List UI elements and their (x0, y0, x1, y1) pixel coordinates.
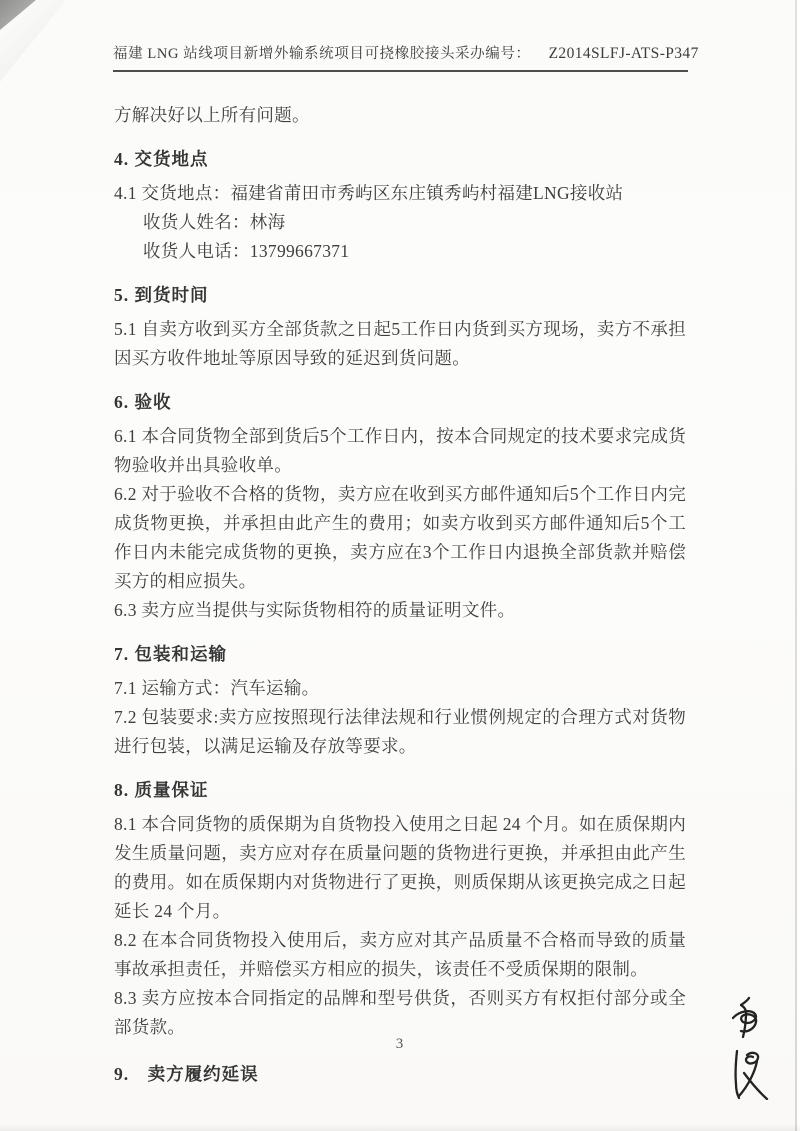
contract-body (114, 101, 686, 1094)
clause-6-2: 6.2 对于验收不合格的货物，卖方应在收到买方邮件通知后5个工作日内完成货物更换，并承担由此产生的费用；如卖方收到买方邮件通知后5个工作日内未能完成货物的更换，卖方应在3个工作日内退换全部货款并赔偿买方的相应损失。 (114, 484, 686, 591)
consignee-name-line: 收货人姓名：林海 (143, 212, 286, 232)
document-number-group (485, 42, 698, 63)
clause-6-1: 6.1 本合同货物全部到货后5个工作日内，按本合同规定的技术要求完成货物验收并出具验收单。 (114, 426, 686, 475)
page-bottom-shadow (0, 1123, 800, 1131)
page-number: 3 (395, 1036, 405, 1052)
section-4-heading: 4. 交货地点 (114, 149, 209, 169)
clause-3-continuation: 方解决好以上所有问题。 (114, 105, 310, 125)
section-9-heading: 9. 卖方履约延误 (114, 1064, 259, 1084)
clause-7-2: 7.2 包装要求:卖方应按照现行法律法规和行业惯例规定的合理方式对货物进行包装，以满足运输及存放等要求。 (114, 707, 686, 756)
document-number-label: 编号： (485, 46, 531, 62)
clause-6-3: 6.3 卖方应当提供与实际货物相符的质量证明文件。 (114, 600, 516, 620)
clause-8-1: 8.1 本合同货物的质保期为自货物投入使用之日起 24 个月。如在质保期内发生质量问题，卖方应对存在质量问题的货物进行更换，并承担由此产生的费用。如在质保期内对货物进行了更换，则质保期从该更换完成之日起延长 24 个月。 (114, 814, 686, 921)
section-6-heading: 6. 验收 (114, 392, 172, 412)
section-8-heading: 8. 质量保证 (114, 780, 209, 800)
running-header (113, 42, 699, 72)
clause-8-3: 8.3 卖方应按本合同指定的品牌和型号供货，否则买方有权拒付部分或全部货款。 (114, 988, 686, 1037)
clause-7-1: 7.1 运输方式：汽车运输。 (114, 678, 320, 698)
document-number-value: Z2014SLFJ-ATS-P347 (548, 45, 699, 62)
handwritten-signature (714, 996, 776, 1100)
clause-4-1: 4.1 交货地点：福建省莆田市秀屿区东庄镇秀屿村福建LNG接收站 (114, 183, 624, 203)
page-corner-fold (0, 0, 110, 130)
section-7-heading: 7. 包装和运输 (114, 644, 227, 664)
section-5-heading: 5. 到货时间 (114, 285, 209, 305)
clause-8-2: 8.2 在本合同货物投入使用后，卖方应对其产品质量不合格而导致的质量事故承担责任，并赔偿买方相应的损失，该责任不受质保期的限制。 (114, 930, 686, 979)
clause-5-1: 5.1 自卖方收到买方全部货款之日起5工作日内货到买方现场，卖方不承担因买方收件地址等原因导致的延迟到货问题。 (114, 319, 686, 368)
consignee-phone-line: 收货人电话：13799667371 (143, 241, 350, 261)
document-title: 福建 LNG 站线项目新增外输系统项目可挠橡胶接头采办 (113, 46, 486, 62)
